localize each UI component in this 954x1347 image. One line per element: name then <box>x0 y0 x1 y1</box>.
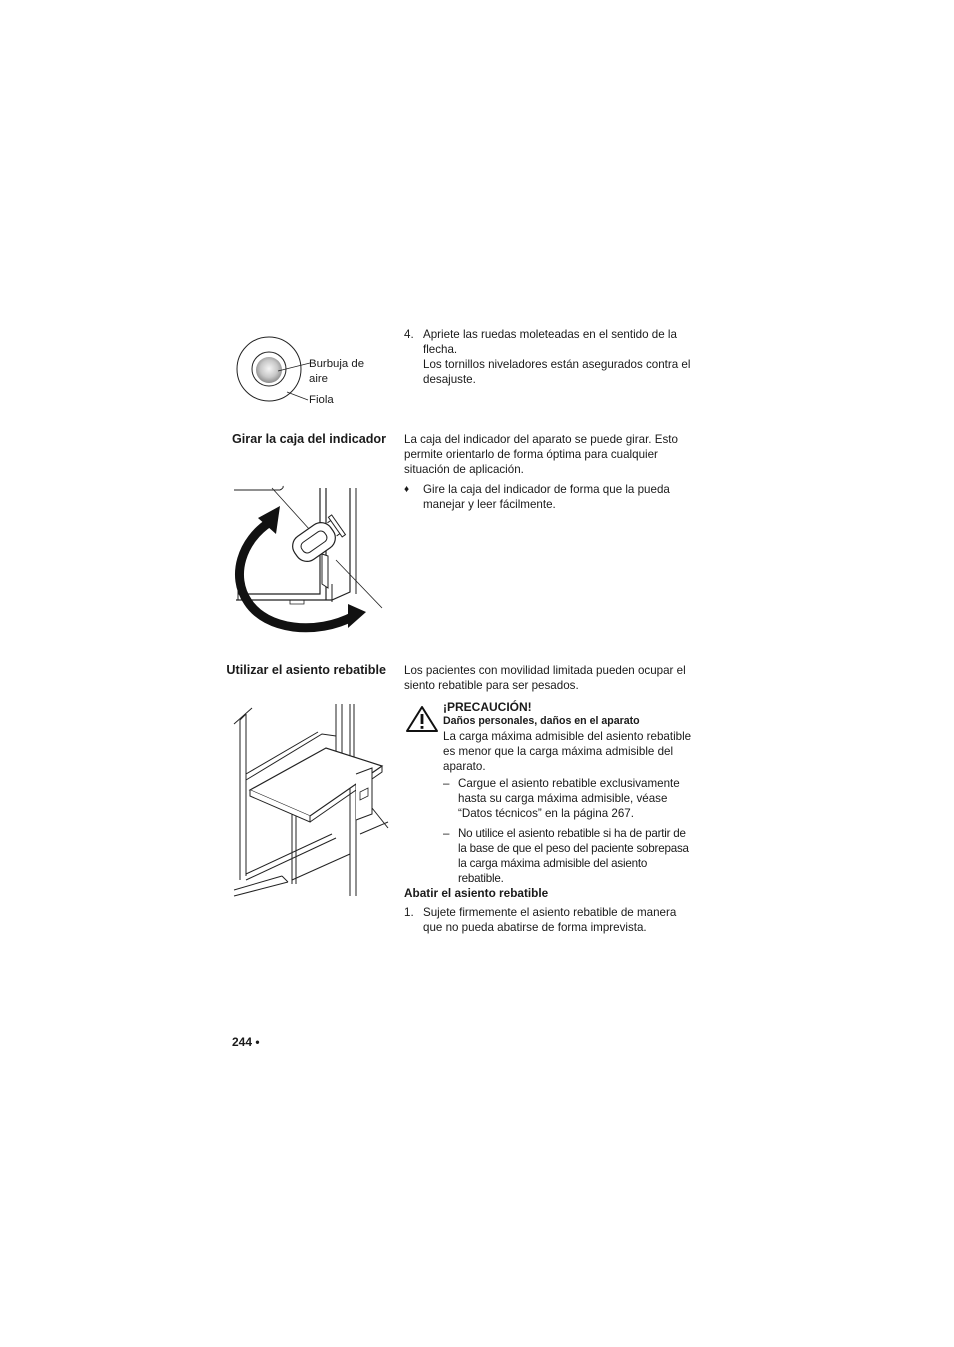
step-note: Los tornillos niveladores están asegurados contra el desajuste. <box>423 358 691 386</box>
section-heading-seat: Utilizar el asiento rebatible <box>226 663 386 677</box>
section-heading-rotate: Girar la caja del indicador <box>232 432 386 446</box>
bullet-text: Gire la caja del indicador de forma que la pueda manejar y leer fácilmente. <box>423 483 670 511</box>
warning-list-item: – No utilice el asiento rebatible si ha de partir de la base de que el peso del paciente sobrepasa la carga máxima admisible del asiento rebatible. <box>443 827 689 885</box>
warning-block <box>443 700 693 886</box>
vial-label: Fiola <box>309 394 334 406</box>
step-number: 4. <box>404 328 414 341</box>
rotate-indicator-figure <box>232 484 387 639</box>
warning-list-item: – Cargue el asiento rebatible exclusivamente hasta su carga máxima admisible, véase “Datos técnicos” en la página 267. <box>443 777 680 820</box>
bubble-label: Burbuja de aire <box>309 358 365 385</box>
seat-intro: Los pacientes con movilidad limitada pueden ocupar el siento rebatible para ser pesados. <box>404 664 686 692</box>
rotate-intro: La caja del indicador del aparato se puede girar. Esto permite orientarlo de forma óptima para cualquier situación de aplicación. <box>404 433 678 476</box>
rotate-bullet <box>404 482 694 512</box>
step-text: Sujete firmemente el asiento rebatible de manera que no pueda abatirse de forma imprevista. <box>423 906 677 934</box>
folding-seat-figure <box>232 704 392 900</box>
warning-text: La carga máxima admisible del asiento rebatible es menor que la carga máxima admisible del aparato. <box>443 730 692 773</box>
warning-title: ¡PRECAUCIÓN! <box>443 700 532 714</box>
step-4 <box>404 327 694 387</box>
warning-subtitle: Daños personales, daños en el aparato <box>443 715 640 727</box>
bullet-diamond-icon: ♦ <box>404 484 410 495</box>
page-number: 244 • <box>232 1035 260 1049</box>
subheading-fold-seat: Abatir el asiento rebatible <box>404 886 549 900</box>
step-text: Apriete las ruedas moleteadas en el sentido de la flecha. <box>423 328 677 356</box>
warning-triangle-icon <box>405 705 439 733</box>
step-number: 1. <box>404 906 414 919</box>
step-1 <box>404 905 694 935</box>
